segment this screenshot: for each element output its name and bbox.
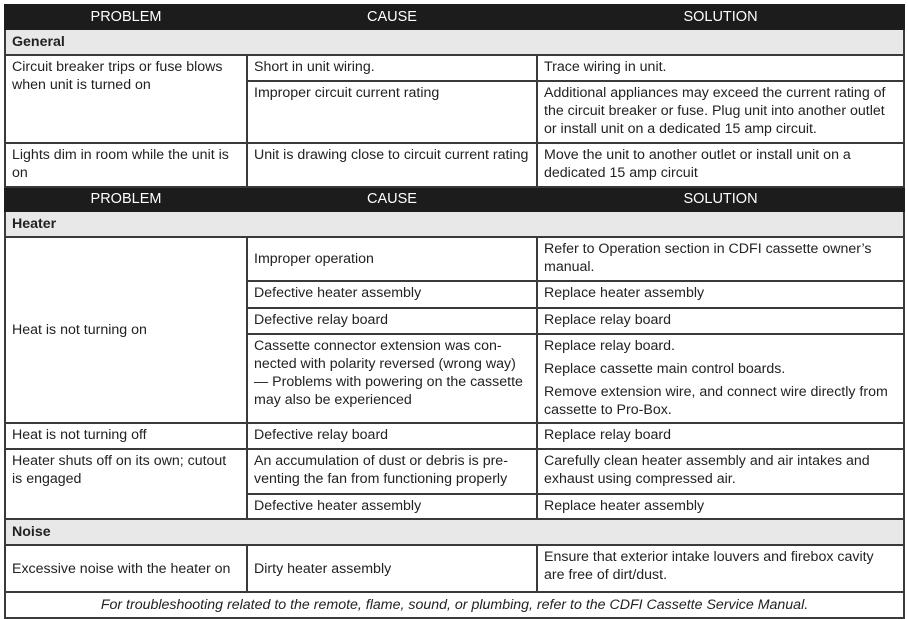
solution-cell — [537, 423, 904, 449]
troubleshooting-table — [4, 4, 905, 619]
solution-cell — [537, 545, 904, 592]
column-header-row — [5, 187, 904, 211]
solution-text: Replace cassette main control boards. — [544, 361, 786, 377]
table-row — [5, 423, 904, 449]
column-header-cause: CAUSE — [247, 187, 537, 211]
cause-cell: Defective relay board — [247, 423, 537, 449]
section-title: General — [5, 29, 904, 55]
cause-cell: Defective heater assembly — [247, 494, 537, 519]
column-header-problem: PROBLEM — [5, 5, 247, 29]
solution-cell — [537, 281, 904, 308]
section-title: Heater — [5, 211, 904, 237]
solution-text: Additional appliances may exceed the current rating of the circuit breaker or fuse. Plug unit into another outlet or install unit on a dedicated 15 amp circuit. — [544, 85, 886, 137]
solution-cell — [537, 449, 904, 494]
table-row — [5, 55, 904, 81]
cause-cell: Improper operation — [247, 237, 537, 281]
cause-cell: Defective relay board — [247, 308, 537, 334]
solution-text: Remove extension wire, and connect wire directly from cassette to Pro-Box. — [544, 384, 888, 418]
cause-cell: Short in unit wiring. — [247, 55, 537, 81]
solution-text: Replace heater assembly — [544, 285, 705, 301]
solution-text: Replace heater assembly — [544, 498, 705, 514]
solution-text: Trace wiring in unit. — [544, 59, 667, 75]
solution-cell — [537, 81, 904, 143]
footer-row — [5, 592, 904, 618]
table-row — [5, 449, 904, 494]
solution-cell — [537, 308, 904, 334]
cause-cell: Dirty heater assembly — [247, 545, 537, 592]
solution-text: Ensure that exterior intake louvers and firebox cavity are free of dirt/dust. — [544, 549, 874, 583]
cause-cell: Improper circuit current rating — [247, 81, 537, 143]
problem-cell: Heat is not turning off — [5, 423, 247, 449]
solution-text: Carefully clean heater assembly and air intakes and exhaust using compressed air. — [544, 453, 870, 487]
solution-cell — [537, 334, 904, 423]
section-row-noise — [5, 519, 904, 545]
problem-cell: Heat is not turning on — [5, 237, 247, 423]
column-header-problem: PROBLEM — [5, 187, 247, 211]
footer-note: For troubleshooting related to the remote, flame, sound, or plumbing, refer to the CDFI Cassette Service Manual. — [5, 592, 904, 618]
solution-text: Move the unit to another outlet or install unit on a dedicated 15 amp circuit — [544, 147, 851, 181]
table-row — [5, 237, 904, 281]
solution-text: Refer to Operation section in CDFI cassette owner’s manual. — [544, 241, 872, 275]
solution-text: Replace relay board — [544, 312, 671, 328]
column-header-solution: SOLUTION — [537, 187, 904, 211]
section-row-heater — [5, 211, 904, 237]
section-title: Noise — [5, 519, 904, 545]
cause-cell: An accumulation of dust or debris is pre-venting the fan from functioning properly — [247, 449, 537, 494]
column-header-solution: SOLUTION — [537, 5, 904, 29]
solution-cell — [537, 237, 904, 281]
table-row — [5, 143, 904, 187]
solution-text: Replace relay board. — [544, 338, 675, 354]
cause-cell: Cassette connector extension was con-nected with polarity reversed (wrong way) — Problems with powering on the cassette may also be experienced — [247, 334, 537, 423]
solution-cell — [537, 494, 904, 519]
section-row-general — [5, 29, 904, 55]
solution-text: Replace relay board — [544, 427, 671, 443]
solution-cell — [537, 143, 904, 187]
problem-cell: Heater shuts off on its own; cutout is engaged — [5, 449, 247, 519]
table-row — [5, 545, 904, 592]
column-header-cause: CAUSE — [247, 5, 537, 29]
problem-cell: Lights dim in room while the unit is on — [5, 143, 247, 187]
cause-cell: Defective heater assembly — [247, 281, 537, 308]
column-header-row — [5, 5, 904, 29]
solution-cell — [537, 55, 904, 81]
problem-cell: Circuit breaker trips or fuse blows when unit is turned on — [5, 55, 247, 143]
cause-cell: Unit is drawing close to circuit current rating — [247, 143, 537, 187]
problem-cell: Excessive noise with the heater on — [5, 545, 247, 592]
